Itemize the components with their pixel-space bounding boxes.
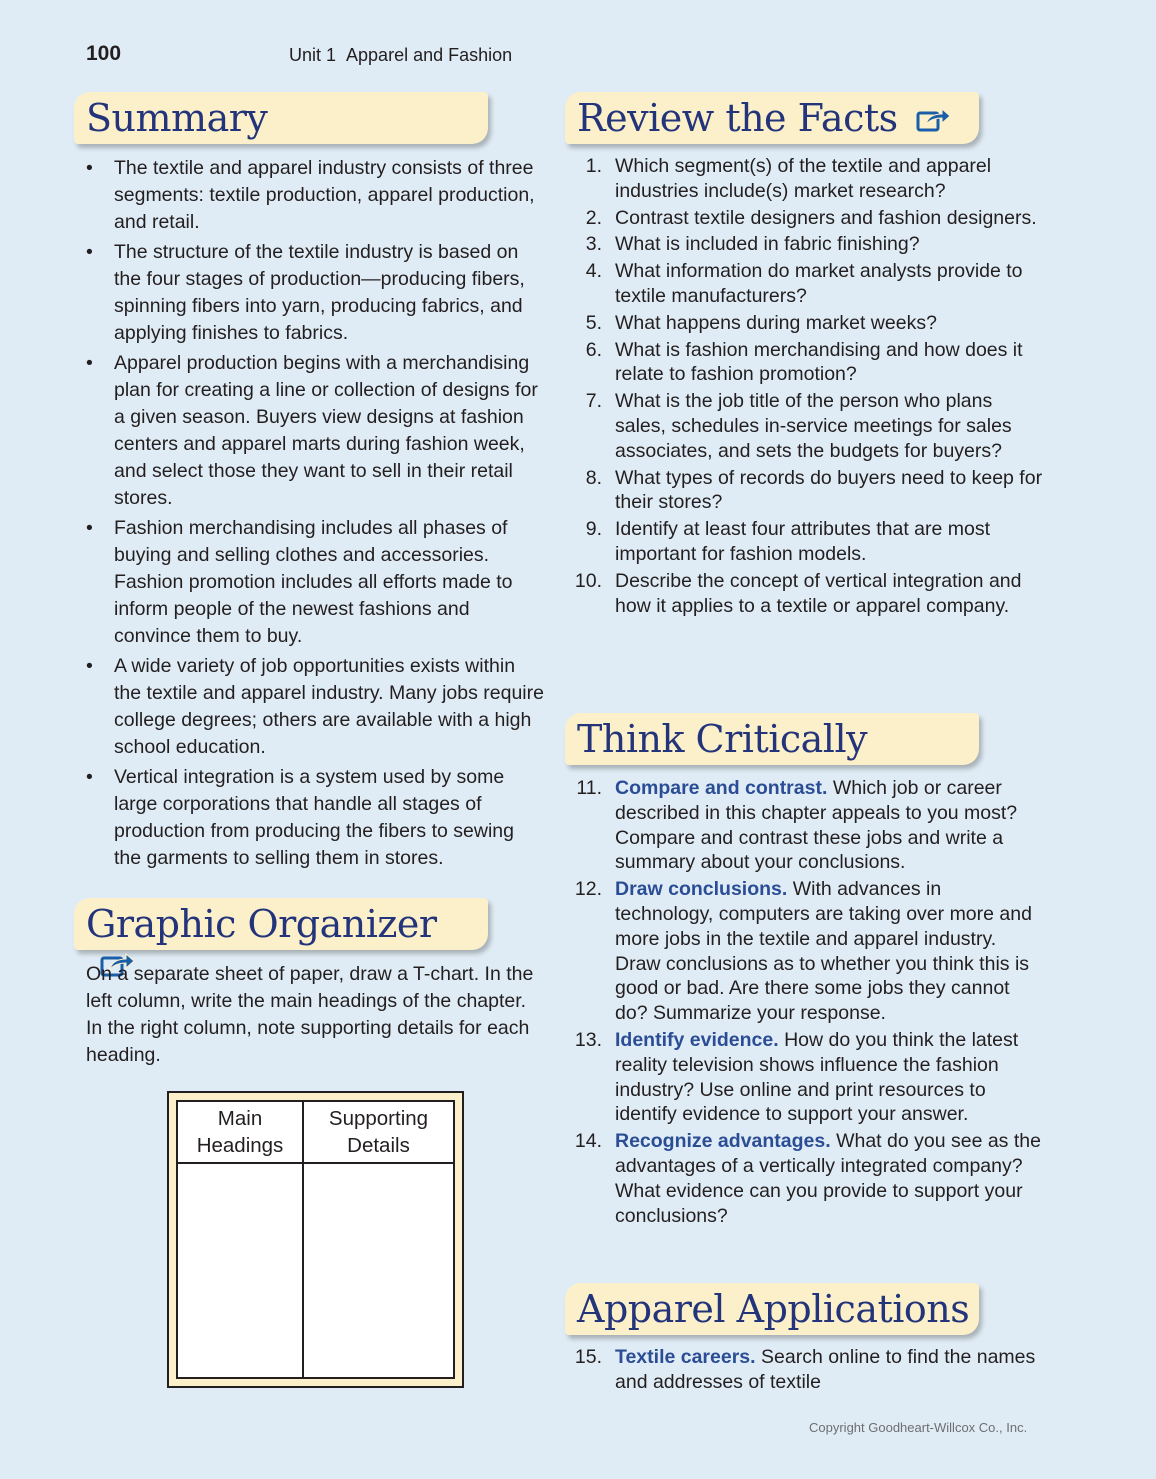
question-text: Search online to find the names and addresses of textile xyxy=(615,1346,1036,1393)
t-chart xyxy=(167,1091,464,1388)
question-text: Which segment(s) of the textile and apparel industries include(s) market research? xyxy=(615,155,992,202)
bullet-icon: • xyxy=(86,241,93,263)
t-chart-horizontal-rule xyxy=(178,1162,453,1164)
apparel-applications-section xyxy=(563,1345,1043,1397)
summary-item-text: Vertical integration is a system used by some large corporations that handle all stages of production from producing the fibers to sewing the garments to selling them in stores. xyxy=(114,766,514,869)
question-number: 12. xyxy=(574,878,602,901)
question-number: 5. xyxy=(585,311,602,334)
question-item xyxy=(563,776,1043,875)
question-text: What is included in fabric finishing? xyxy=(615,233,920,256)
question-item xyxy=(563,311,1043,336)
think-critically-heading xyxy=(565,713,979,765)
question-item xyxy=(563,206,1043,231)
question-lead: Draw conclusions. xyxy=(615,878,788,901)
think-critically-section xyxy=(563,776,1043,1230)
question-text: With advances in technology, computers are taking over more and more jobs in the textile and apparel industry. Draw conclusions as to whether you think this is good or bad. Are there some jobs they cannot do? Summarize your response. xyxy=(615,878,1032,1025)
page-number: 100 xyxy=(86,42,122,65)
apparel-applications-heading xyxy=(565,1283,979,1335)
bullet-icon: • xyxy=(86,517,93,539)
summary-item-text: Apparel production begins with a merchandising plan for creating a line or collection of designs for a given season. Buyers view designs at fashion centers and apparel marts during fashion week, and select those they want to sell in their retail stores. xyxy=(114,352,538,509)
question-number: 4. xyxy=(585,260,602,283)
review-facts-section xyxy=(563,154,1043,620)
t-chart-right-header-line2: Details xyxy=(347,1134,410,1157)
running-head xyxy=(289,45,512,66)
question-text: Identify at least four attributes that are most important for fashion models. xyxy=(615,518,991,565)
t-chart-left-header-line2: Headings xyxy=(196,1134,284,1157)
t-chart-left-header-line1: Main xyxy=(217,1107,263,1130)
question-item xyxy=(563,517,1043,567)
t-chart-vertical-rule xyxy=(302,1102,304,1377)
apparel-applications-list xyxy=(563,1345,1043,1395)
summary-item-text: The structure of the textile industry is based on the four stages of production—producing fibers, spinning fibers into yarn, producing fabrics, and applying finishes to fabrics. xyxy=(114,241,525,344)
question-text: Which job or career described in this chapter appeals to you most? Compare and contrast these jobs and write a summary about your conclusions. xyxy=(615,777,1018,874)
bullet-icon: • xyxy=(86,352,93,374)
question-text: What do you see as the advantages of a vertically integrated company? What evidence can you provide to support your conclusions? xyxy=(615,1130,1041,1227)
question-number: 7. xyxy=(585,390,602,413)
question-item xyxy=(563,877,1043,1026)
think-critically-title: Think Critically xyxy=(577,717,868,761)
question-item xyxy=(563,466,1043,516)
unit-label: Unit 1 xyxy=(289,45,337,65)
question-number: 15. xyxy=(574,1346,602,1368)
question-item xyxy=(563,1345,1043,1395)
bullet-icon: • xyxy=(86,655,93,677)
question-text: What is the job title of the person who plans sales, schedules in-service meetings for sales associates, and sets the budgets for buyers? xyxy=(615,390,1012,462)
graphic-organizer-heading xyxy=(74,898,488,950)
question-number: 11. xyxy=(576,777,602,799)
summary-item xyxy=(86,653,546,761)
summary-item-text: A wide variety of job opportunities exists within the textile and apparel industry. Many jobs require college degrees; others are available with a high school education. xyxy=(114,655,544,758)
question-number: 9. xyxy=(585,518,602,541)
review-facts-title: Review the Facts xyxy=(577,96,898,140)
question-number: 1. xyxy=(585,155,602,177)
question-item xyxy=(563,259,1043,309)
t-chart-right-header xyxy=(304,1102,453,1162)
question-item xyxy=(563,389,1043,463)
question-item xyxy=(563,1028,1043,1127)
question-number: 2. xyxy=(585,206,602,229)
question-item xyxy=(563,154,1043,204)
summary-item-text: Fashion merchandising includes all phases of buying and selling clothes and accessories. Fashion promotion includes all efforts made to inform people of the newest fashions and convince them to buy. xyxy=(114,517,513,647)
question-number: 6. xyxy=(585,338,602,361)
review-facts-list xyxy=(563,154,1043,618)
question-number: 14. xyxy=(574,1130,602,1153)
question-number: 10. xyxy=(574,569,602,592)
question-item xyxy=(563,338,1043,388)
summary-item-text: The textile and apparel industry consists of three segments: textile production, apparel production, and retail. xyxy=(114,157,535,233)
graphic-organizer-instructions: On a separate sheet of paper, draw a T-chart. In the left column, write the main headings of the chapter. In the right column, note supporting details for each heading. xyxy=(86,963,534,1066)
summary-title: Summary xyxy=(86,96,268,140)
external-link-icon[interactable] xyxy=(916,105,952,133)
summary-item xyxy=(86,764,546,872)
question-lead: Recognize advantages. xyxy=(615,1130,831,1153)
question-text: Contrast textile designers and fashion designers. xyxy=(615,206,1037,229)
unit-title: Apparel and Fashion xyxy=(346,45,513,65)
question-lead: Identify evidence. xyxy=(615,1028,779,1051)
question-text: What information do market analysts provide to textile manufacturers? xyxy=(615,260,1023,307)
summary-item xyxy=(86,239,546,347)
question-text: What is fashion merchandising and how does it relate to fashion promotion? xyxy=(615,338,1023,386)
question-number: 13. xyxy=(574,1028,602,1051)
question-item xyxy=(563,569,1043,619)
question-text: What happens during market weeks? xyxy=(615,311,937,334)
question-text: Describe the concept of vertical integration and how it applies to a textile or apparel company. xyxy=(615,569,1022,617)
review-facts-heading xyxy=(565,92,979,144)
summary-item xyxy=(86,350,546,512)
summary-item xyxy=(86,515,546,650)
question-item xyxy=(563,232,1043,257)
summary-section xyxy=(86,155,546,875)
question-lead: Compare and contrast. xyxy=(615,777,828,799)
summary-list xyxy=(86,155,546,872)
graphic-organizer-title: Graphic Organizer xyxy=(86,902,437,946)
t-chart-right-header-line1: Supporting xyxy=(328,1107,429,1130)
t-chart-grid xyxy=(176,1100,455,1379)
question-number: 3. xyxy=(585,233,602,256)
question-text: What types of records do buyers need to keep for their stores? xyxy=(615,466,1043,514)
summary-item xyxy=(86,155,546,236)
summary-heading xyxy=(74,92,488,144)
question-text: How do you think the latest reality television shows influence the fashion industry? Use online and print resources to identify evidence to support your answer. xyxy=(615,1028,1019,1126)
apparel-applications-title: Apparel Applications xyxy=(577,1287,970,1331)
t-chart-left-header xyxy=(178,1102,302,1162)
think-critically-list xyxy=(563,776,1043,1228)
question-number: 8. xyxy=(585,466,602,489)
question-lead: Textile careers. xyxy=(615,1346,756,1368)
question-item xyxy=(563,1129,1043,1228)
bullet-icon: • xyxy=(86,157,93,179)
bullet-icon: • xyxy=(86,766,93,788)
copyright-notice: Copyright Goodheart-Willcox Co., Inc. xyxy=(809,1420,1028,1435)
